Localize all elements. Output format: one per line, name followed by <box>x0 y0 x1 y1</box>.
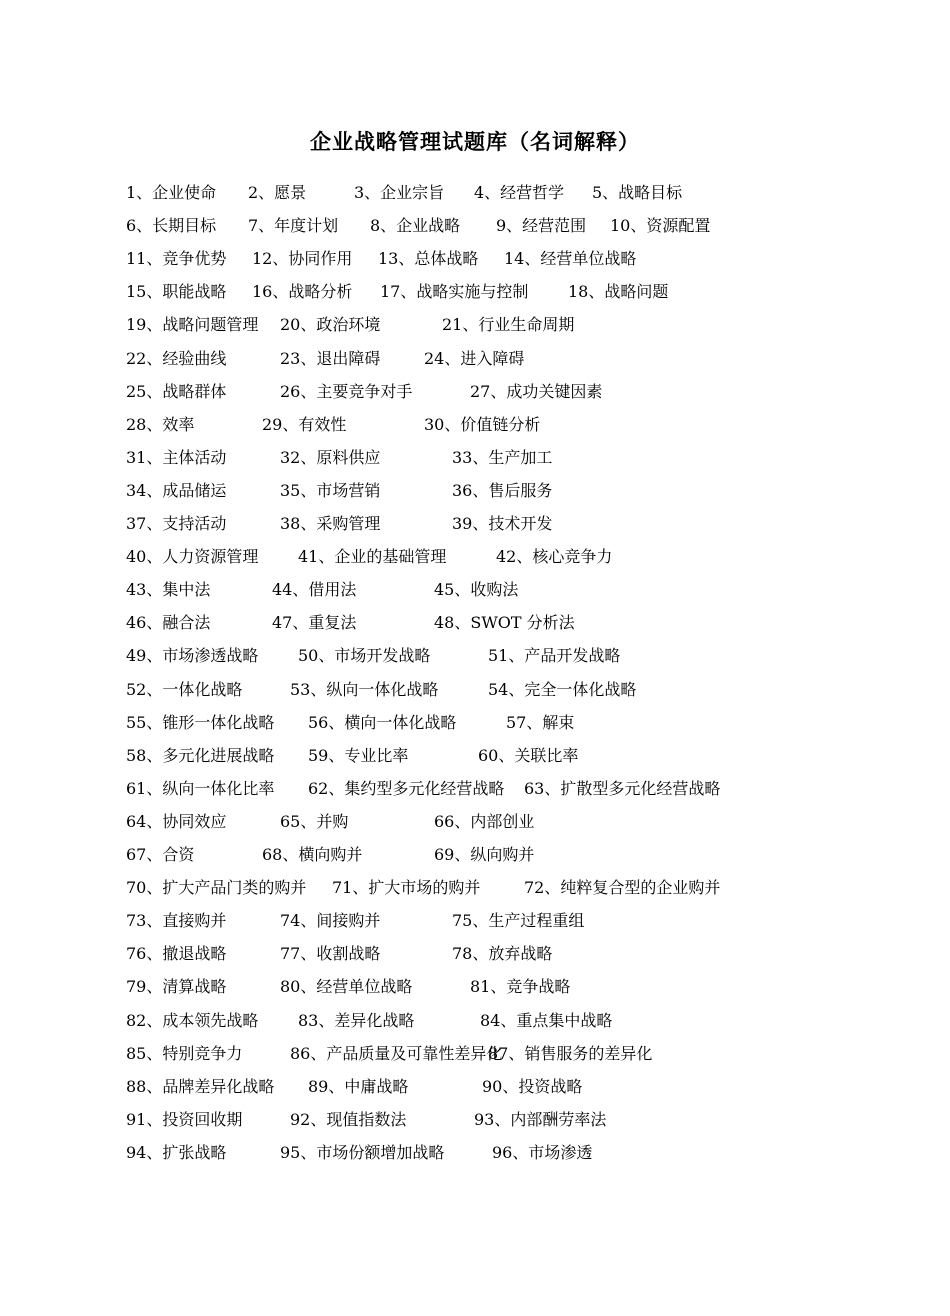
term-item: 10、资源配置 <box>610 216 711 236</box>
term-item: 88、品牌差异化战略 <box>126 1076 275 1096</box>
term-item: 79、清算战略 <box>126 977 227 997</box>
term-item: 31、主体活动 <box>126 447 227 467</box>
term-item: 46、融合法 <box>126 613 211 633</box>
term-item: 70、扩大产品门类的购并 <box>126 878 307 898</box>
term-item: 71、扩大市场的购并 <box>332 878 481 898</box>
term-item: 69、纵向购并 <box>434 845 535 864</box>
term-item: 47、重复法 <box>272 613 357 633</box>
term-item: 26、主要竞争对手 <box>280 381 413 401</box>
term-item: 16、战略分析 <box>252 282 353 302</box>
term-item: 66、内部创业 <box>434 811 535 831</box>
term-item: 30、价值链分析 <box>424 414 541 434</box>
term-item: 93、内部酬劳率法 <box>474 1109 607 1129</box>
term-item: 17、战略实施与控制 <box>380 282 529 302</box>
term-item: 37、支持活动 <box>126 514 227 533</box>
term-item: 50、市场开发战略 <box>298 646 431 666</box>
term-item: 83、差异化战略 <box>298 1010 415 1030</box>
term-item: 48、SWOT 分析法 <box>434 613 575 633</box>
term-item: 20、政治环境 <box>280 315 381 335</box>
term-item: 21、行业生命周期 <box>442 315 575 335</box>
term-item: 54、完全一体化战略 <box>488 679 637 699</box>
term-item: 1、企业使命 <box>126 183 217 202</box>
term-item: 40、人力资源管理 <box>126 547 259 567</box>
term-item: 14、经营单位战略 <box>504 249 637 269</box>
term-item: 73、直接购并 <box>126 911 227 931</box>
term-item: 55、锥形一体化战略 <box>126 712 275 732</box>
term-item: 12、协同作用 <box>252 249 353 269</box>
term-item: 91、投资回收期 <box>126 1109 243 1129</box>
term-item: 64、协同效应 <box>126 811 227 831</box>
term-item: 65、并购 <box>280 811 349 831</box>
term-item: 58、多元化进展战略 <box>126 745 275 765</box>
term-item: 96、市场渗透 <box>492 1142 593 1162</box>
term-item: 36、售后服务 <box>452 480 553 500</box>
term-item: 8、企业战略 <box>370 216 461 236</box>
term-item: 77、收割战略 <box>280 944 381 964</box>
term-item: 34、成品储运 <box>126 480 227 500</box>
term-item: 4、经营哲学 <box>474 183 565 202</box>
term-item: 60、关联比率 <box>478 745 579 765</box>
term-item: 39、技术开发 <box>452 514 553 533</box>
term-item: 86、产品质量及可靠性差异化 <box>290 1043 503 1063</box>
term-item: 3、企业宗旨 <box>354 183 445 202</box>
term-item: 45、收购法 <box>434 580 519 600</box>
term-item: 15、职能战略 <box>126 282 227 302</box>
term-item: 11、竞争优势 <box>126 249 227 269</box>
term-item: 52、一体化战略 <box>126 679 243 699</box>
term-item: 44、借用法 <box>272 580 357 600</box>
term-item: 27、成功关键因素 <box>470 381 603 401</box>
term-item: 62、集约型多元化经营战略 <box>308 778 505 798</box>
term-item: 57、解束 <box>506 712 575 732</box>
term-item: 33、生产加工 <box>452 447 553 467</box>
term-item: 95、市场份额增加战略 <box>280 1142 445 1162</box>
term-item: 59、专业比率 <box>308 745 409 765</box>
term-item: 25、战略群体 <box>126 381 227 401</box>
term-item: 72、纯粹复合型的企业购并 <box>524 878 721 898</box>
term-item: 63、扩散型多元化经营战略 <box>524 778 721 798</box>
term-item: 87、销售服务的差异化 <box>488 1043 653 1063</box>
term-item: 35、市场营销 <box>280 480 381 500</box>
term-item: 7、年度计划 <box>248 216 339 236</box>
term-item: 49、市场渗透战略 <box>126 646 259 666</box>
term-item: 92、现值指数法 <box>290 1109 407 1129</box>
document-title: 企业战略管理试题库（名词解释） <box>310 129 640 154</box>
term-item: 19、战略问题管理 <box>126 315 259 335</box>
term-item: 75、生产过程重组 <box>452 911 585 931</box>
term-item: 42、核心竞争力 <box>496 547 613 567</box>
term-item: 6、长期目标 <box>126 216 217 236</box>
term-item: 28、效率 <box>126 414 195 434</box>
term-item: 23、退出障碍 <box>280 348 381 368</box>
term-item: 82、成本领先战略 <box>126 1010 259 1030</box>
term-item: 68、横向购并 <box>262 845 363 864</box>
term-item: 90、投资战略 <box>482 1076 583 1096</box>
term-item: 61、纵向一体化比率 <box>126 778 275 798</box>
term-item: 56、横向一体化战略 <box>308 712 457 732</box>
term-item: 22、经验曲线 <box>126 348 227 368</box>
term-item: 89、中庸战略 <box>308 1076 409 1096</box>
term-item: 78、放弃战略 <box>452 944 553 964</box>
term-item: 81、竞争战略 <box>470 977 571 997</box>
term-item: 80、经营单位战略 <box>280 977 413 997</box>
term-item: 24、进入障碍 <box>424 348 525 368</box>
term-item: 76、撤退战略 <box>126 944 227 964</box>
term-item: 74、间接购并 <box>280 911 381 931</box>
term-item: 67、合资 <box>126 845 195 864</box>
term-item: 32、原料供应 <box>280 447 381 467</box>
term-item: 5、战略目标 <box>592 183 683 202</box>
term-item: 13、总体战略 <box>378 249 479 269</box>
term-item: 2、愿景 <box>248 183 307 202</box>
term-item: 38、采购管理 <box>280 514 381 533</box>
term-item: 84、重点集中战略 <box>480 1010 613 1030</box>
term-item: 43、集中法 <box>126 580 211 600</box>
term-item: 53、纵向一体化战略 <box>290 679 439 699</box>
term-item: 85、特别竞争力 <box>126 1043 243 1063</box>
term-item: 29、有效性 <box>262 414 347 434</box>
term-item: 51、产品开发战略 <box>488 646 621 666</box>
term-item: 18、战略问题 <box>568 282 669 302</box>
term-item: 41、企业的基础管理 <box>298 547 447 567</box>
term-item: 9、经营范围 <box>496 216 587 236</box>
term-item: 94、扩张战略 <box>126 1142 227 1162</box>
